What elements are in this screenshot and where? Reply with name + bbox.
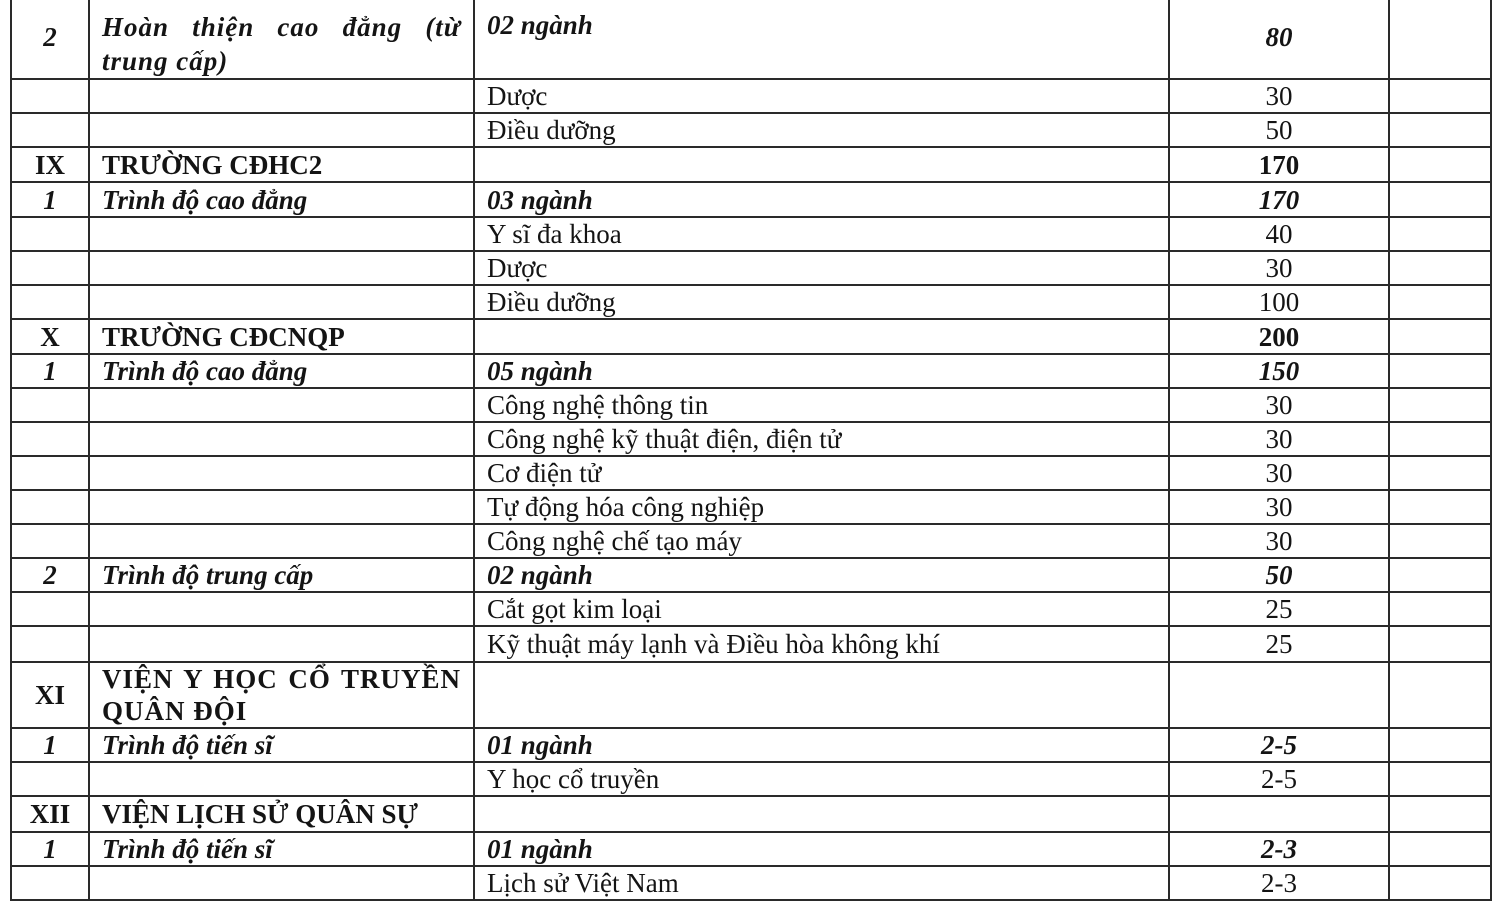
program-name: VIỆN Y HỌC CỔ TRUYỀN QUÂN ĐỘI	[89, 662, 474, 728]
major-name	[474, 319, 1169, 354]
table-row	[11, 762, 1491, 796]
quota-count	[1169, 662, 1389, 728]
quota-count: 50	[1169, 558, 1389, 592]
note-cell	[1389, 285, 1491, 319]
note-cell	[1389, 558, 1491, 592]
quota-count: 150	[1169, 354, 1389, 388]
note-cell	[1389, 217, 1491, 251]
quota-count: 200	[1169, 319, 1389, 354]
major-name: Điều dưỡng	[474, 113, 1169, 147]
major-name: 01 ngành	[474, 728, 1169, 762]
enrollment-quota-table	[10, 0, 1492, 901]
table-row	[11, 182, 1491, 217]
major-name: 05 ngành	[474, 354, 1169, 388]
row-number	[11, 524, 89, 558]
table-row	[11, 422, 1491, 456]
note-cell	[1389, 662, 1491, 728]
row-number	[11, 285, 89, 319]
row-number	[11, 626, 89, 662]
note-cell	[1389, 490, 1491, 524]
major-name: Dược	[474, 251, 1169, 285]
program-name: Trình độ trung cấp	[89, 558, 474, 592]
major-name: Công nghệ kỹ thuật điện, điện tử	[474, 422, 1169, 456]
row-number	[11, 490, 89, 524]
note-cell	[1389, 182, 1491, 217]
note-cell	[1389, 147, 1491, 182]
program-name	[89, 626, 474, 662]
table-row	[11, 251, 1491, 285]
row-number	[11, 217, 89, 251]
major-name	[474, 147, 1169, 182]
program-name	[89, 113, 474, 147]
row-number	[11, 388, 89, 422]
quota-count: 2-3	[1169, 866, 1389, 900]
row-number: XI	[11, 662, 89, 728]
row-number: XII	[11, 796, 89, 832]
row-number	[11, 79, 89, 113]
note-cell	[1389, 113, 1491, 147]
quota-count: 100	[1169, 285, 1389, 319]
program-name	[89, 422, 474, 456]
major-name: 03 ngành	[474, 182, 1169, 217]
table-row	[11, 558, 1491, 592]
quota-count: 25	[1169, 626, 1389, 662]
quota-count: 2-5	[1169, 762, 1389, 796]
table-row	[11, 592, 1491, 626]
table-row	[11, 217, 1491, 251]
table-row	[11, 147, 1491, 182]
quota-count: 40	[1169, 217, 1389, 251]
table-body	[11, 0, 1491, 900]
program-name	[89, 456, 474, 490]
major-name	[474, 662, 1169, 728]
table-row	[11, 456, 1491, 490]
table-row	[11, 728, 1491, 762]
program-name	[89, 866, 474, 900]
table-row	[11, 662, 1491, 728]
quota-count: 2-3	[1169, 832, 1389, 866]
program-name: Trình độ cao đẳng	[89, 354, 474, 388]
table-row	[11, 866, 1491, 900]
table-row	[11, 113, 1491, 147]
table-row	[11, 490, 1491, 524]
program-name	[89, 285, 474, 319]
major-name: 02 ngành	[474, 558, 1169, 592]
row-number	[11, 762, 89, 796]
row-number	[11, 422, 89, 456]
major-name: Dược	[474, 79, 1169, 113]
program-name	[89, 217, 474, 251]
major-name: Công nghệ chế tạo máy	[474, 524, 1169, 558]
major-name: Công nghệ thông tin	[474, 388, 1169, 422]
major-name: Tự động hóa công nghiệp	[474, 490, 1169, 524]
table-row	[11, 832, 1491, 866]
quota-count: 30	[1169, 388, 1389, 422]
quota-count: 50	[1169, 113, 1389, 147]
row-number	[11, 113, 89, 147]
table-row	[11, 524, 1491, 558]
program-name: Trình độ tiến sĩ	[89, 728, 474, 762]
program-name: Trình độ tiến sĩ	[89, 832, 474, 866]
quota-count: 80	[1169, 0, 1389, 79]
table-row	[11, 388, 1491, 422]
note-cell	[1389, 79, 1491, 113]
quota-count: 2-5	[1169, 728, 1389, 762]
row-number: X	[11, 319, 89, 354]
note-cell	[1389, 832, 1491, 866]
note-cell	[1389, 592, 1491, 626]
quota-count: 170	[1169, 182, 1389, 217]
program-name	[89, 251, 474, 285]
major-name: Lịch sử Việt Nam	[474, 866, 1169, 900]
note-cell	[1389, 354, 1491, 388]
program-name: VIỆN LỊCH SỬ QUÂN SỰ	[89, 796, 474, 832]
note-cell	[1389, 0, 1491, 79]
note-cell	[1389, 866, 1491, 900]
quota-count: 30	[1169, 251, 1389, 285]
quota-count: 30	[1169, 524, 1389, 558]
row-number: 2	[11, 558, 89, 592]
row-number: 1	[11, 728, 89, 762]
major-name: Điều dưỡng	[474, 285, 1169, 319]
table-row	[11, 796, 1491, 832]
major-name: 01 ngành	[474, 832, 1169, 866]
row-number	[11, 251, 89, 285]
quota-count: 25	[1169, 592, 1389, 626]
program-name: TRƯỜNG CĐCNQP	[89, 319, 474, 354]
note-cell	[1389, 388, 1491, 422]
row-number	[11, 456, 89, 490]
note-cell	[1389, 524, 1491, 558]
major-name: 02 ngành	[474, 0, 1169, 79]
note-cell	[1389, 319, 1491, 354]
row-number	[11, 866, 89, 900]
row-number: 1	[11, 354, 89, 388]
quota-count: 30	[1169, 490, 1389, 524]
program-name: Hoàn thiện cao đẳng (từ trung cấp)	[89, 0, 474, 79]
major-name: Y sĩ đa khoa	[474, 217, 1169, 251]
program-name	[89, 388, 474, 422]
table-row	[11, 0, 1491, 79]
table-row	[11, 626, 1491, 662]
program-name	[89, 524, 474, 558]
row-number: 1	[11, 182, 89, 217]
quota-count: 30	[1169, 79, 1389, 113]
table-row	[11, 285, 1491, 319]
program-name	[89, 592, 474, 626]
program-name	[89, 762, 474, 796]
note-cell	[1389, 422, 1491, 456]
major-name	[474, 796, 1169, 832]
note-cell	[1389, 456, 1491, 490]
row-number	[11, 592, 89, 626]
note-cell	[1389, 762, 1491, 796]
major-name: Cắt gọt kim loại	[474, 592, 1169, 626]
table-row	[11, 354, 1491, 388]
note-cell	[1389, 796, 1491, 832]
program-name: TRƯỜNG CĐHC2	[89, 147, 474, 182]
note-cell	[1389, 728, 1491, 762]
program-name: Trình độ cao đẳng	[89, 182, 474, 217]
major-name: Y học cổ truyền	[474, 762, 1169, 796]
program-name	[89, 79, 474, 113]
table-row	[11, 319, 1491, 354]
quota-count: 30	[1169, 422, 1389, 456]
quota-count: 170	[1169, 147, 1389, 182]
row-number: IX	[11, 147, 89, 182]
table-row	[11, 79, 1491, 113]
note-cell	[1389, 251, 1491, 285]
row-number: 1	[11, 832, 89, 866]
quota-count	[1169, 796, 1389, 832]
row-number: 2	[11, 0, 89, 79]
quota-count: 30	[1169, 456, 1389, 490]
major-name: Cơ điện tử	[474, 456, 1169, 490]
major-name: Kỹ thuật máy lạnh và Điều hòa không khí	[474, 626, 1169, 662]
note-cell	[1389, 626, 1491, 662]
program-name	[89, 490, 474, 524]
